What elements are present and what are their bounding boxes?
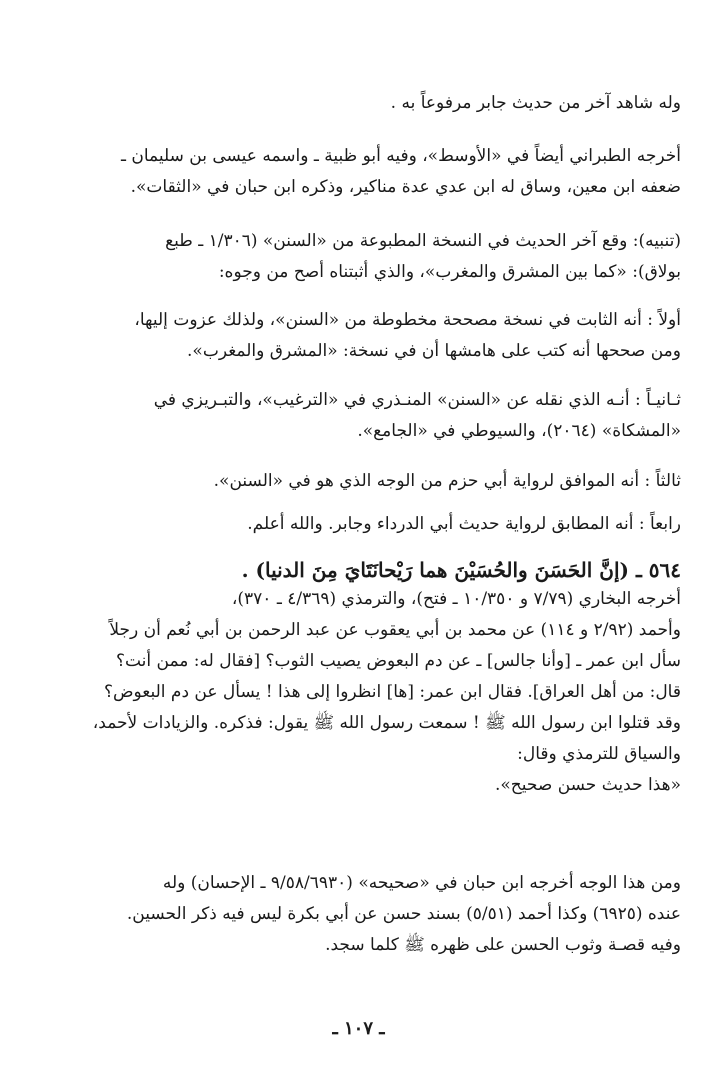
text-line: سأل ابن عمر ـ [وأنا جالس] ـ عن دم البعوض يصيب الثوب؟ [فقال له: ممن أنت؟ — [115, 651, 681, 671]
text-line: بولاق): «كما بين المشرق والمغرب»، والذي أثبتناه أصح من وجوه: — [218, 262, 681, 282]
text-line: ثـانيـاً : أنـه الذي نقله عن «السنن» المنـذري في «الترغيب»، والتبـريزي في — [153, 390, 681, 410]
text-line: قال: من أهل العراق]. فقال ابن عمر: [ها] انظروا إلى هذا ! يسأل عن دم البعوض؟ — [103, 682, 681, 702]
text-line: ومن هذا الوجه أخرجه ابن حبان في «صحيحه» (٩/٥٨/٦٩٣٠ ـ الإحسان) وله — [162, 873, 681, 893]
text-line: «المشكاة» (٢٠٦٤)، والسيوطي في «الجامع». — [357, 421, 681, 441]
text-line: «هذا حديث حسن صحيح». — [494, 775, 681, 795]
paragraph-first — [72, 305, 681, 367]
paragraph-note — [72, 226, 681, 288]
text-line: ثالثاً : أنه الموافق لرواية أبي حزم من الوجه الذي هو في «السنن». — [213, 471, 681, 491]
paragraph-closing — [72, 868, 681, 961]
text-line: عنده (٦٩٢٥) وكذا أحمد (٥/٥١) بسند حسن عن أبي بكرة ليس فيه ذكر الحسين. — [126, 904, 681, 924]
text-line: وفيه قصـة وثوب الحسن على ظهره ﷺ كلما سجد. — [325, 935, 681, 955]
hadith-takhrij — [72, 584, 681, 801]
page-number: ـ ١٠٧ ـ — [332, 1018, 385, 1039]
text-line: أخرجه البخاري (٧/٧٩ و ١٠/٣٥٠ ـ فتح)، والترمذي (٤/٣٦٩ ـ ٣٧٠)، — [231, 589, 681, 609]
text-line: (تنبيه): وقع آخر الحديث في النسخة المطبوعة من «السنن» (١/٣٠٦ ـ طبع — [165, 231, 681, 251]
paragraph-second — [72, 385, 681, 447]
text-line: ضعفه ابن معين، وساق له ابن عدي عدة مناكير، وذكره ابن حبان في «الثقات». — [130, 177, 681, 197]
paragraph-third — [72, 466, 681, 497]
paragraph-tabarani — [72, 141, 681, 203]
hadith-heading: ٥٦٤ ـ (إنَّ الحَسَنَ والحُسَيْنَ هما رَيْحانَتَايَ مِنَ الدنيا) . — [241, 558, 681, 582]
text-line: والسياق للترمذي وقال: — [517, 744, 681, 764]
paragraph-fourth — [72, 509, 681, 540]
text-line: أولاً : أنه الثابت في نسخة مصححة مخطوطة من «السنن»، ولذلك عزوت إليها، — [134, 310, 681, 330]
paragraph-witness — [72, 88, 681, 119]
text-line: ومن صححها أنه كتب على هامشها أن في نسخة: «المشرق والمغرب». — [187, 341, 681, 361]
text-line: وله شاهد آخر من حديث جابر مرفوعاً به . — [390, 93, 681, 113]
text-line: أخرجه الطبراني أيضاً في «الأوسط»، وفيه أبو ظبية ـ واسمه عيسى بن سليمان ـ — [120, 146, 681, 166]
text-line: رابعاً : أنه المطابق لرواية حديث أبي الدرداء وجابر. والله أعلم. — [247, 514, 681, 534]
text-line: وأحمد (٢/٩٢ و ١١٤) عن محمد بن أبي يعقوب عن عبد الرحمن بن أبي نُعم أن رجلاً — [109, 620, 681, 640]
text-line: وقد قتلوا ابن رسول الله ﷺ ! سمعت رسول الله ﷺ يقول: فذكره. والزيادات لأحمد، — [92, 713, 681, 733]
